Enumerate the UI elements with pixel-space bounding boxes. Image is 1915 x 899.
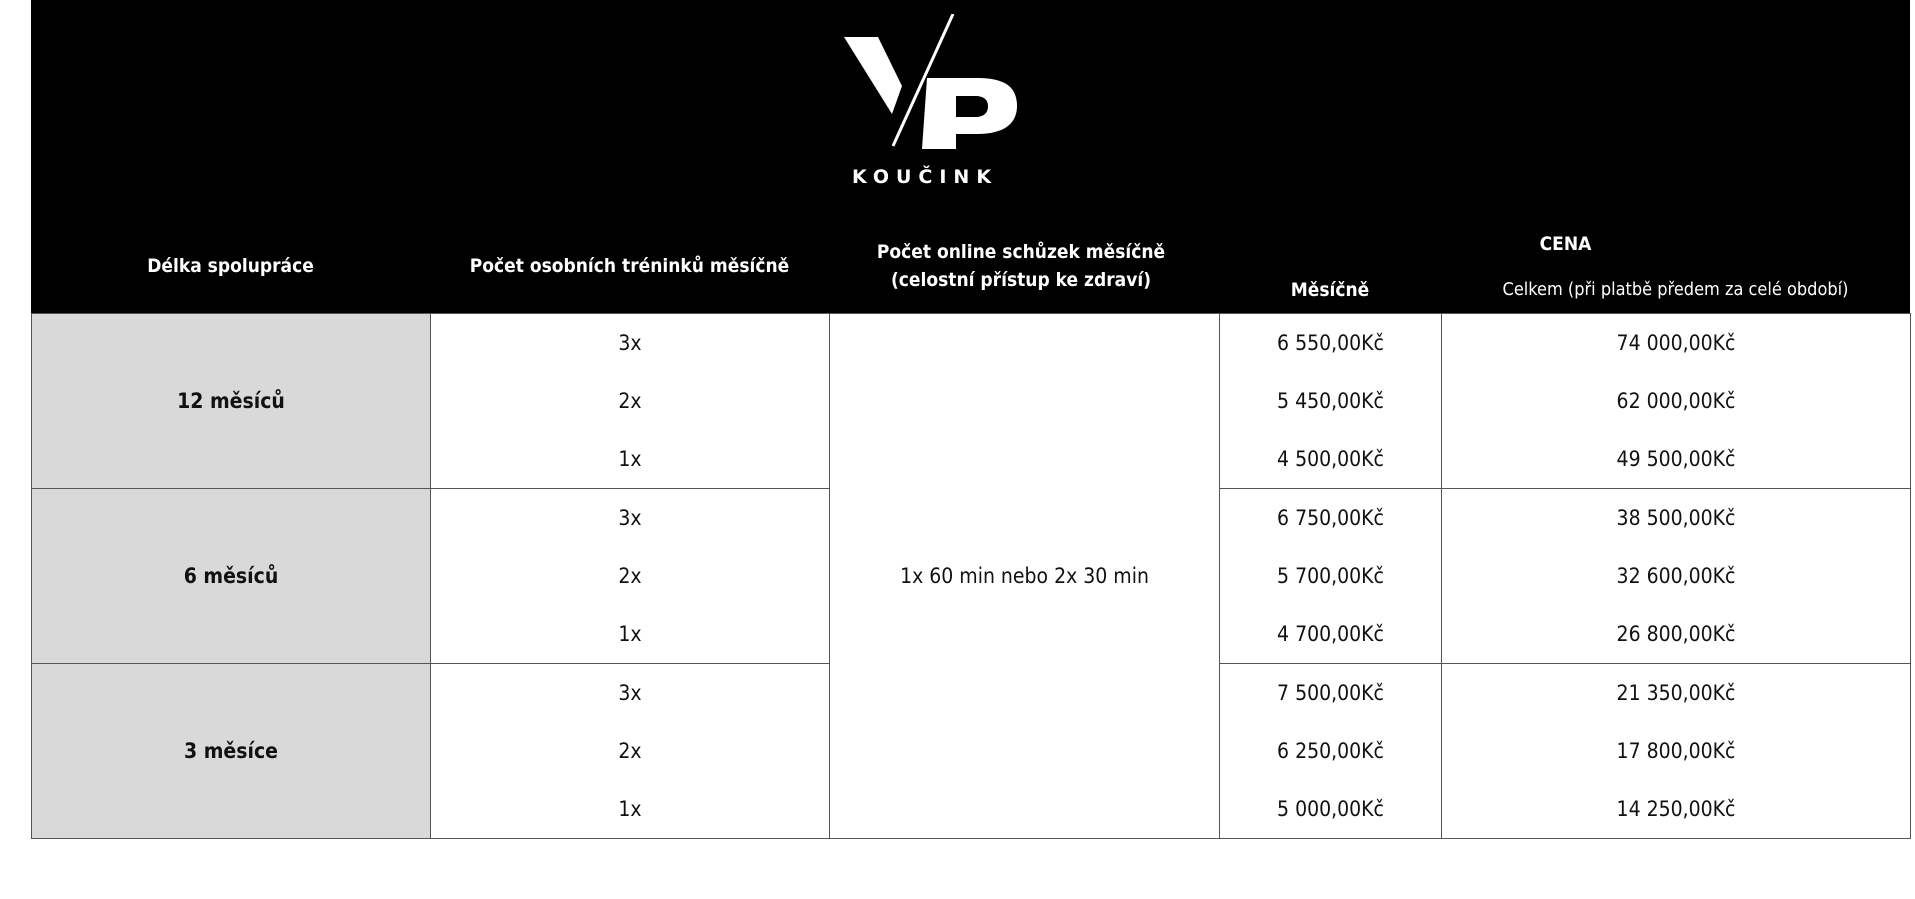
vp-monogram-icon [810, 14, 1040, 154]
total-price-cell: 62 000,00Kč [1442, 372, 1911, 430]
trainings-cell: 2x [431, 547, 830, 605]
monthly-price-cell: 4 700,00Kč [1220, 605, 1442, 664]
duration-cell: 12 měsíců [32, 314, 431, 489]
online-meetings-cell: 1x 60 min nebo 2x 30 min [830, 314, 1220, 839]
monthly-price-cell: 5 700,00Kč [1220, 547, 1442, 605]
duration-cell: 6 měsíců [32, 489, 431, 664]
col-header-monthly: Měsíčně [1290, 279, 1370, 301]
monthly-price-cell: 7 500,00Kč [1220, 664, 1442, 723]
total-price-cell: 38 500,00Kč [1442, 489, 1911, 548]
monthly-price-cell: 4 500,00Kč [1220, 430, 1442, 489]
total-price-cell: 14 250,00Kč [1442, 780, 1911, 839]
trainings-cell: 1x [431, 780, 830, 839]
col-header-total: Celkem (při platbě předem za celé období) [1502, 279, 1849, 300]
monthly-price-cell: 6 750,00Kč [1220, 489, 1442, 548]
trainings-cell: 1x [431, 605, 830, 664]
total-price-cell: 74 000,00Kč [1442, 314, 1911, 373]
trainings-cell: 3x [431, 664, 830, 723]
col-header-price: CENA [1539, 233, 1592, 255]
col-header-online-meetings: Počet online schůzek měsíčně (celostní přístup ke zdraví) [876, 241, 1166, 291]
monthly-price-cell: 5 450,00Kč [1220, 372, 1442, 430]
trainings-cell: 2x [431, 372, 830, 430]
total-price-cell: 49 500,00Kč [1442, 430, 1911, 489]
pricing-table [31, 313, 1911, 839]
brand-logo [810, 14, 1040, 194]
col-header-personal-trainings: Počet osobních tréninků měsíčně [469, 255, 790, 277]
monthly-price-cell: 6 550,00Kč [1220, 314, 1442, 373]
total-price-cell: 26 800,00Kč [1442, 605, 1911, 664]
header-band [31, 0, 1910, 313]
trainings-cell: 1x [431, 430, 830, 489]
total-price-cell: 21 350,00Kč [1442, 664, 1911, 723]
total-price-cell: 17 800,00Kč [1442, 722, 1911, 780]
monthly-price-cell: 6 250,00Kč [1220, 722, 1442, 780]
trainings-cell: 3x [431, 489, 830, 548]
duration-cell: 3 měsíce [32, 664, 431, 839]
table-row [32, 314, 1911, 373]
total-price-cell: 32 600,00Kč [1442, 547, 1911, 605]
monthly-price-cell: 5 000,00Kč [1220, 780, 1442, 839]
col-header-duration: Délka spolupráce [147, 255, 314, 277]
brand-wordmark: KOUČINK [851, 166, 999, 188]
trainings-cell: 2x [431, 722, 830, 780]
trainings-cell: 3x [431, 314, 830, 373]
